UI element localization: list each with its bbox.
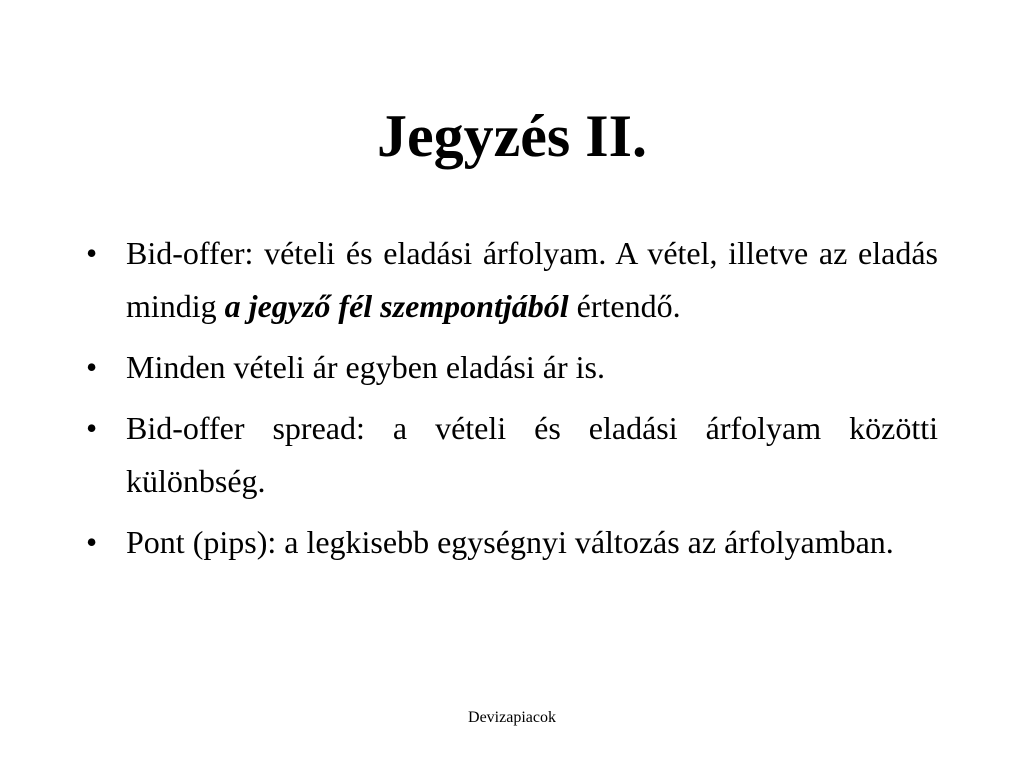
slide-title: Jegyzés II. <box>377 103 647 169</box>
bullet-emphasis: a jegyző fél szempontjából <box>224 288 569 324</box>
bullet-icon: • <box>86 410 98 446</box>
bullet-item-veteli-ar <box>86 341 938 394</box>
bullet-text: Bid-offer: vételi és eladási árfolyam. A vétel, illetve az eladás mindig <box>126 235 938 324</box>
bullet-icon: • <box>86 349 98 385</box>
bullet-item-pont <box>86 516 938 569</box>
bullet-item-bid-offer <box>86 227 938 333</box>
bullet-text: Minden vételi ár egyben eladási ár is. <box>126 349 605 385</box>
bullet-icon: • <box>86 524 98 560</box>
bullet-icon: • <box>86 235 98 271</box>
bullet-text: Bid-offer spread: a vételi és eladási árfolyam közötti különbség. <box>126 410 938 499</box>
bullet-list <box>86 227 938 577</box>
slide-footer: Devizapiacok <box>468 709 556 726</box>
bullet-text-end: értendő. <box>568 288 681 324</box>
bullet-text: Pont (pips): a legkisebb egységnyi változás az árfolyamban. <box>126 524 894 560</box>
bullet-item-spread <box>86 402 938 508</box>
